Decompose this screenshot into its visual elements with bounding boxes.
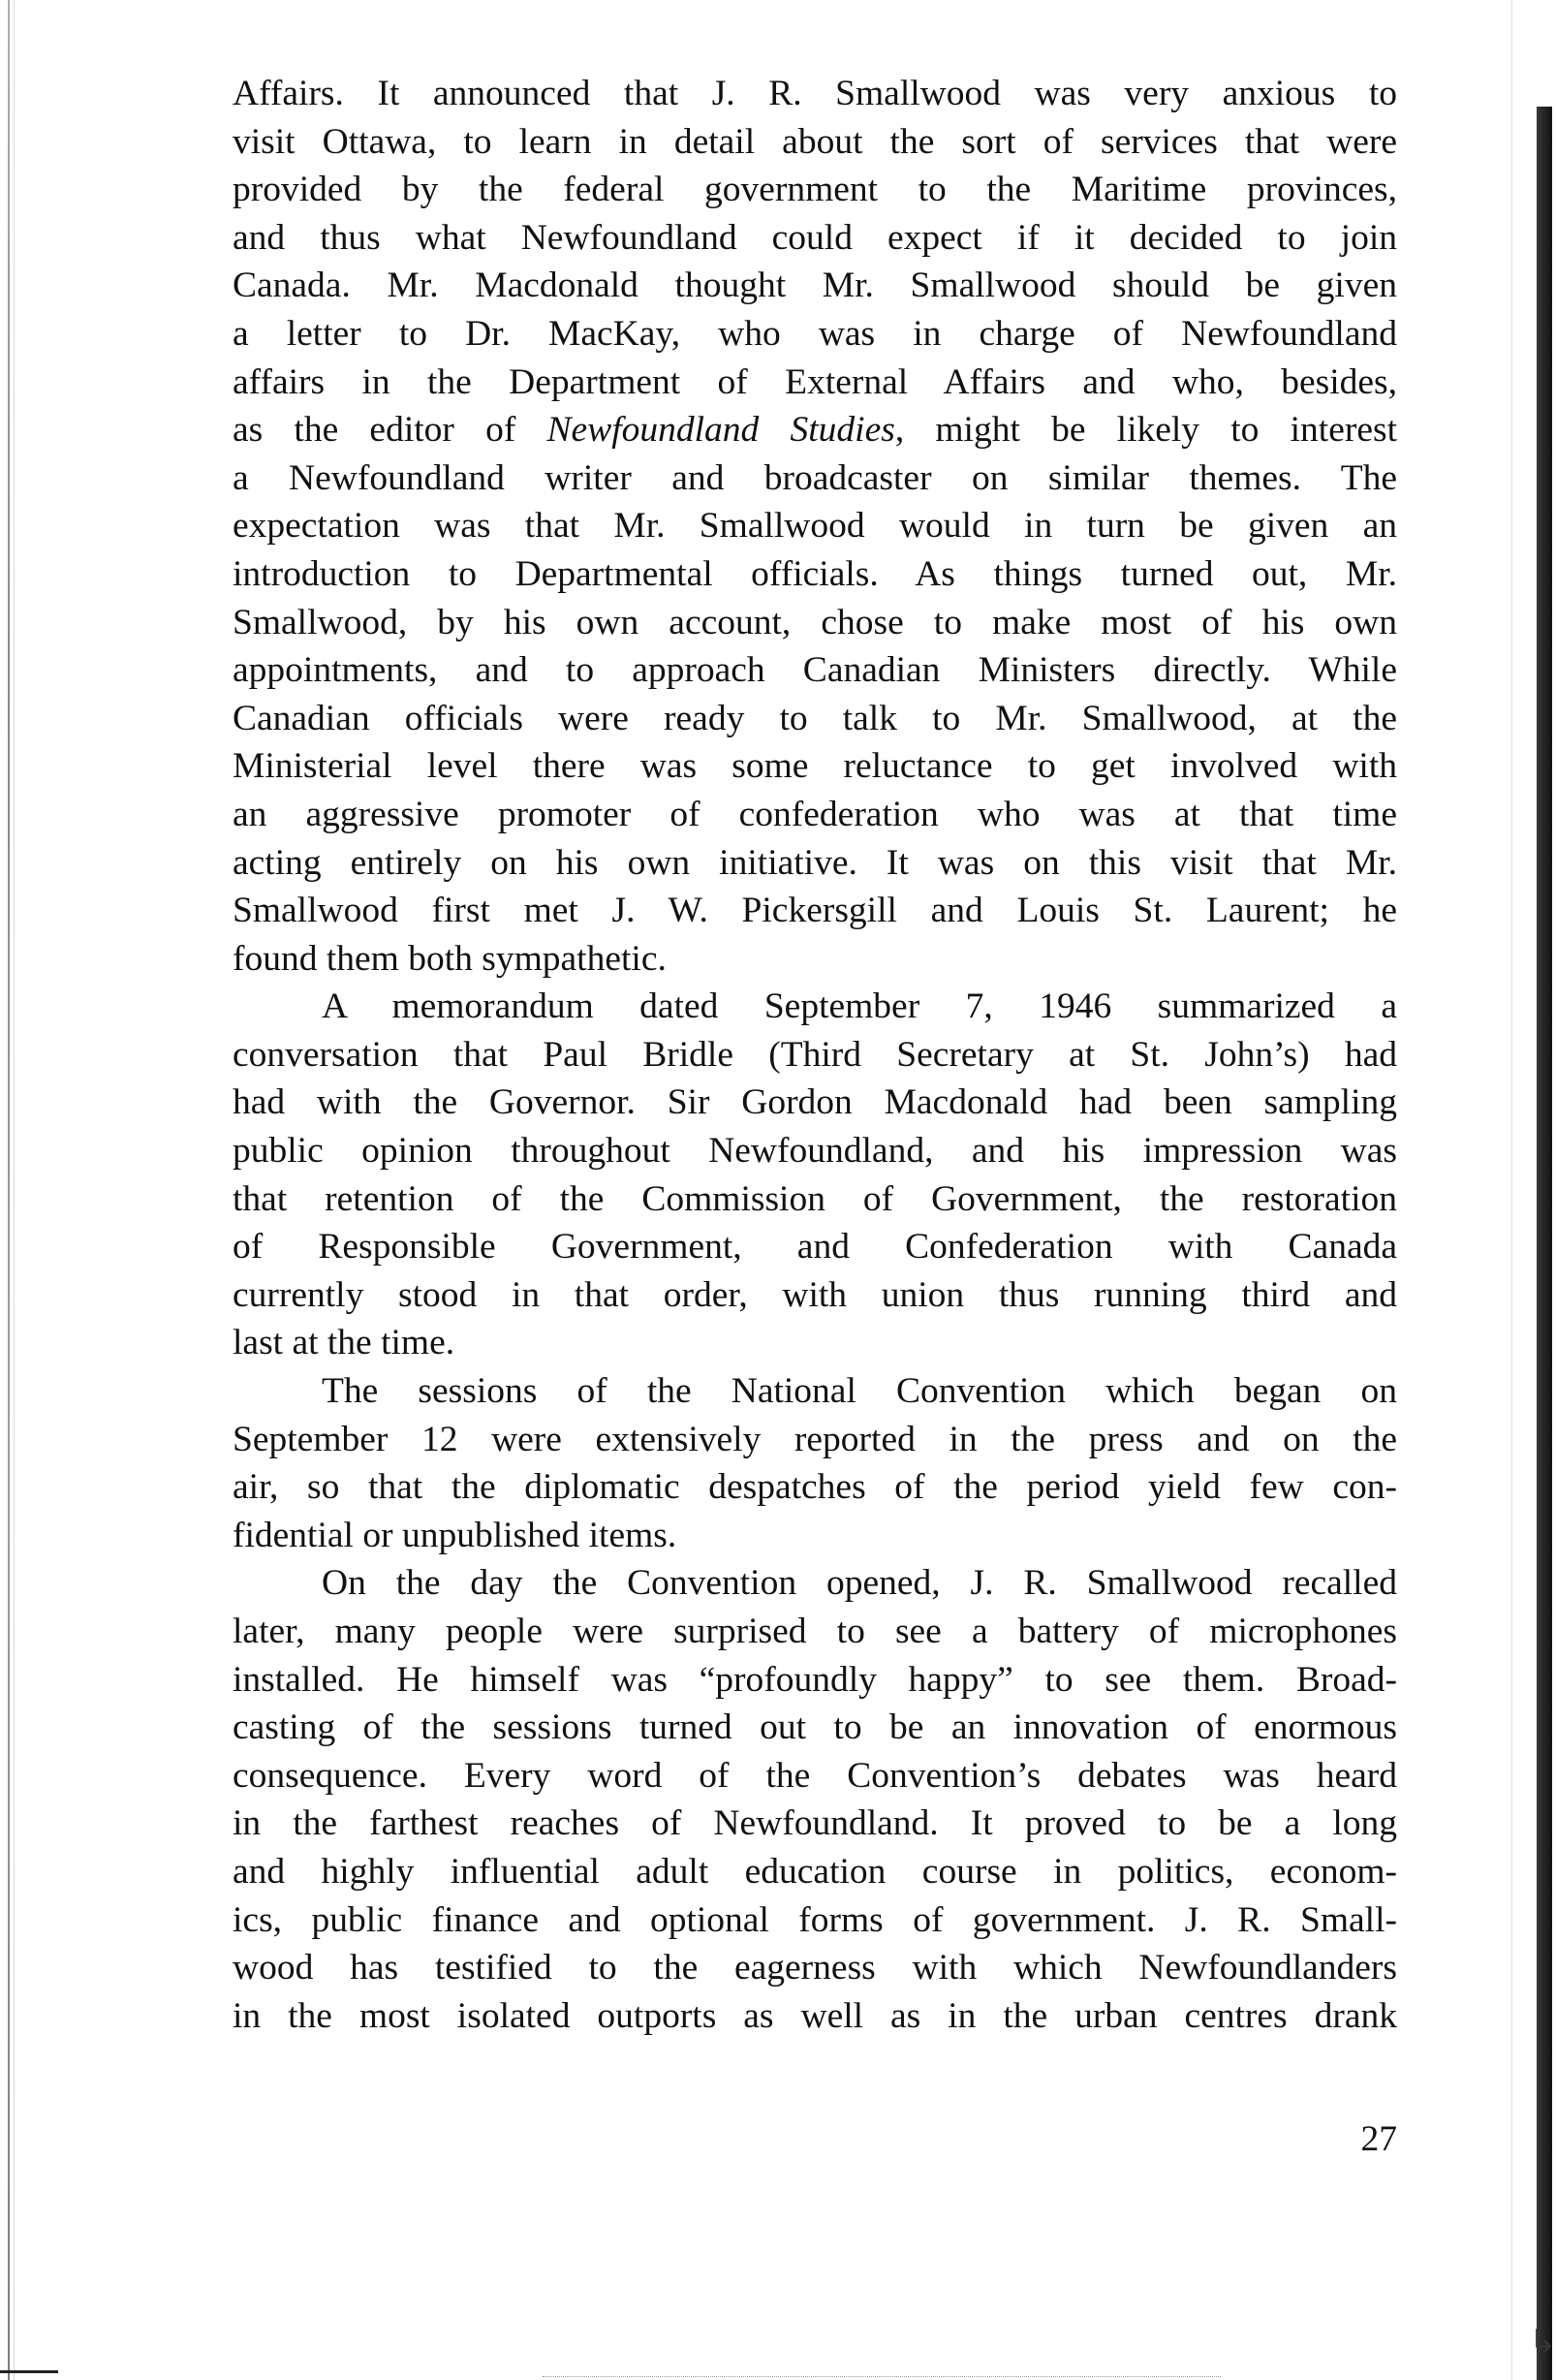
scan-right-binding-shadow (1537, 107, 1552, 2380)
text-line: fidential or unpublished items. (233, 1515, 677, 1555)
italic-title: Newfoundland Studies (546, 410, 895, 451)
scan-bottom-rule (0, 2370, 58, 2373)
text-line: casting of the sessions turned out to be an innovation of enormous (233, 1707, 1397, 1748)
paragraph (233, 70, 1397, 983)
text-line (233, 406, 1397, 454)
text-line: Affairs. It announced that J. R. Smallwood was very anxious to (233, 74, 1397, 113)
text-line: had with the Governor. Sir Gordon Macdonald had been sampling (233, 1082, 1397, 1123)
text-line: Smallwood first met J. W. Pickersgill and Louis St. Laurent; he (233, 891, 1397, 931)
scan-corner-mark: ↳ (1529, 2323, 1556, 2362)
text-line: ics, public finance and optional forms of government. J. R. Small- (233, 1899, 1397, 1940)
page-number: 27 (1360, 2119, 1397, 2159)
scan-right-edge-line (1511, 0, 1512, 2380)
scan-left-edge (8, 0, 10, 2380)
text-line: Smallwood, by his own account, chose to make most of his own (233, 602, 1397, 642)
text-line: that retention of the Commission of Government, the restoration (233, 1178, 1397, 1219)
text-line: in the farthest reaches of Newfoundland. It proved to be a long (233, 1803, 1397, 1844)
scan-bottom-dots (543, 2376, 1221, 2378)
text-line: visit Ottawa, to learn in detail about the sort of services that were (233, 121, 1397, 162)
text-line: wood has testified to the eagerness with which Newfoundlanders (233, 1948, 1397, 1989)
body-text (233, 70, 1397, 2040)
text-line: provided by the federal government to the Maritime provinces, (233, 170, 1397, 210)
text-line: currently stood in that order, with union thus running third and (233, 1274, 1397, 1315)
text-line: expectation was that Mr. Smallwood would in turn be given an (233, 506, 1397, 547)
text-line: last at the time. (233, 1323, 455, 1363)
text-line: acting entirely on his own initiative. It was on this visit that Mr. (233, 842, 1397, 883)
text-line: introduction to Departmental officials. As things turned out, Mr. (233, 553, 1397, 594)
text-line: affairs in the Department of External Affairs and who, besides, (233, 361, 1397, 402)
text-run: , might be likely to interest (894, 410, 1397, 451)
text-line: found them both sympathetic. (233, 938, 667, 979)
text-line: an aggressive promoter of confederation who was at that time (233, 794, 1397, 834)
text-line: conversation that Paul Bridle (Third Secretary at St. John’s) had (233, 1034, 1397, 1075)
text-line: September 12 were extensively reported in the press and on the (233, 1419, 1397, 1459)
scan-left-edge-inner (14, 0, 15, 2380)
text-line: later, many people were surprised to see a battery of microphones (233, 1612, 1397, 1651)
text-line: installed. He himself was “profoundly happy” to see them. Broad- (233, 1659, 1397, 1700)
text-line: Canadian officials were ready to talk to Mr. Smallwood, at the (233, 698, 1397, 738)
text-line: a letter to Dr. MacKay, who was in charge of Newfoundland (233, 313, 1397, 354)
text-line: air, so that the diplomatic despatches of the period yield few con- (233, 1467, 1397, 1508)
text-line: The sessions of the National Convention which began on (322, 1371, 1397, 1412)
text-line: and thus what Newfoundland could expect if it decided to join (233, 217, 1397, 258)
text-line: Canada. Mr. Macdonald thought Mr. Smallwood should be given (233, 266, 1397, 306)
text-line: of Responsible Government, and Confederation with Canada (233, 1227, 1397, 1268)
paragraph (233, 983, 1397, 1367)
text-line: public opinion throughout Newfoundland, and his impression was (233, 1131, 1397, 1172)
text-line: and highly influential adult education course in politics, econom- (233, 1851, 1397, 1892)
text-line: appointments, and to approach Canadian Ministers directly. While (233, 650, 1397, 691)
text-line: in the most isolated outports as well as in the urban centres drank (233, 1995, 1397, 2036)
text-line: consequence. Every word of the Convention’s debates was heard (233, 1755, 1397, 1796)
text-line: Ministerial level there was some reluctance to get involved with (233, 746, 1397, 787)
text-line: A memorandum dated September 7, 1946 summarized a (322, 986, 1397, 1027)
paragraph (233, 1559, 1397, 2040)
text-run: as the editor of (233, 410, 547, 451)
paragraph (233, 1367, 1397, 1559)
text-line: a Newfoundland writer and broadcaster on similar themes. The (233, 457, 1397, 498)
text-line: On the day the Convention opened, J. R. Smallwood recalled (322, 1563, 1397, 1604)
